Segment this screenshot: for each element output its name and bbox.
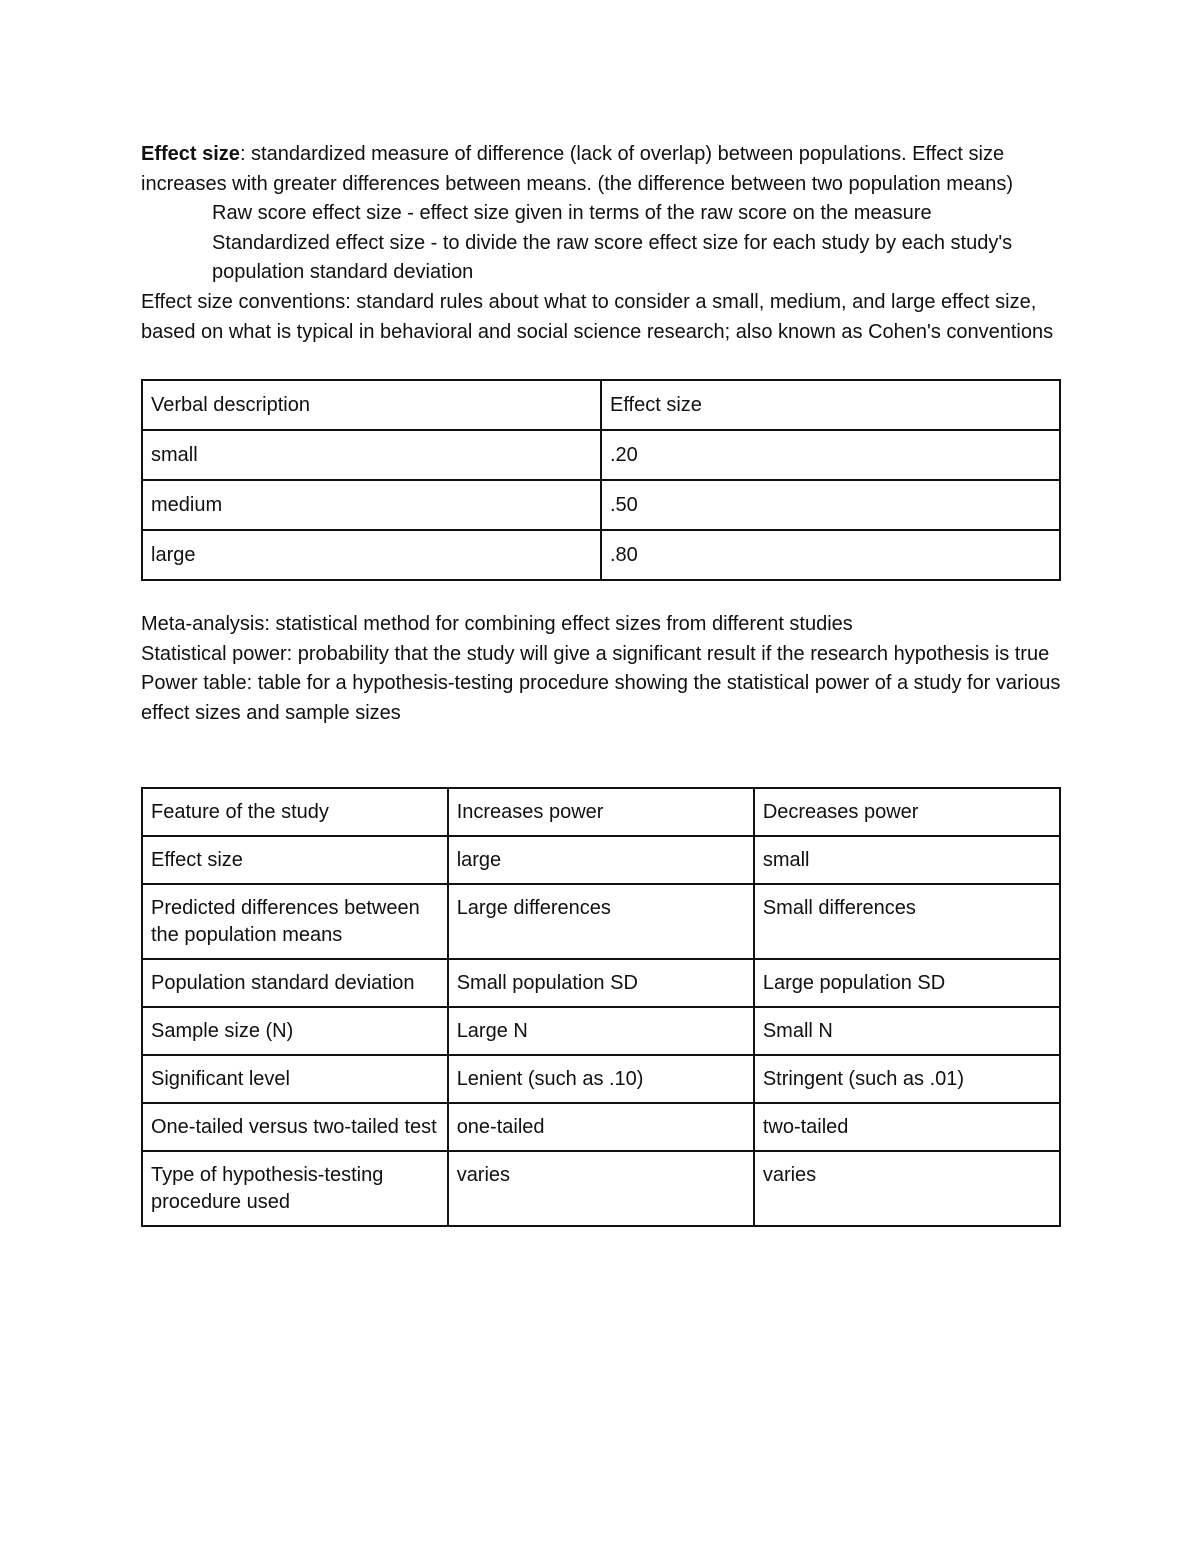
table-cell: Large population SD xyxy=(754,959,1060,1007)
table-header-cell: Increases power xyxy=(448,788,754,836)
table-cell: Lenient (such as .10) xyxy=(448,1055,754,1103)
table-cell: .80 xyxy=(601,530,1060,580)
effect-size-conventions-table xyxy=(141,379,1061,581)
effect-size-conventions-definition: Effect size conventions: standard rules about what to consider a small, medium, and large effect size, based on what is typical in behavioral and social science research; also known as Cohen's conventions xyxy=(141,290,1054,343)
table-cell: one-tailed xyxy=(448,1103,754,1151)
table-header-cell: Verbal description xyxy=(142,380,601,430)
table-cell: .20 xyxy=(601,430,1060,480)
power-factors-table xyxy=(141,787,1061,1227)
table-cell: Large differences xyxy=(448,884,754,959)
table-cell: Sample size (N) xyxy=(142,1007,448,1055)
table-cell: large xyxy=(142,530,601,580)
document-body xyxy=(141,140,1061,1227)
statistical-power-definition: Statistical power: probability that the study will give a significant result if the research hypothesis is true xyxy=(141,642,1050,665)
table-cell: Small population SD xyxy=(448,959,754,1007)
table-cell: Predicted differences between the population means xyxy=(142,884,448,959)
effect-size-definition xyxy=(141,140,1061,199)
table-cell: Significant level xyxy=(142,1055,448,1103)
table-header-cell: Feature of the study xyxy=(142,788,448,836)
table-cell: small xyxy=(754,836,1060,884)
table-cell: Stringent (such as .01) xyxy=(754,1055,1060,1103)
table-row xyxy=(142,530,1060,580)
table-row xyxy=(142,1055,1060,1103)
meta-analysis-definition: Meta-analysis: statistical method for combining effect sizes from different studies xyxy=(141,613,853,636)
table-cell: Small differences xyxy=(754,884,1060,959)
table-cell: Large N xyxy=(448,1007,754,1055)
table-header-cell: Decreases power xyxy=(754,788,1060,836)
table-cell: .50 xyxy=(601,480,1060,530)
table-cell: small xyxy=(142,430,601,480)
table-cell: two-tailed xyxy=(754,1103,1060,1151)
power-table-definition: Power table: table for a hypothesis-testing procedure showing the statistical power of a study for various effect sizes and sample sizes xyxy=(141,672,1061,724)
table-row xyxy=(142,480,1060,530)
table-row xyxy=(142,884,1060,959)
effect-size-definition-text: : standardized measure of difference (lack of overlap) between populations. Effect size increases with greater differences between means. (the difference between two population means) xyxy=(141,143,1013,195)
table-row xyxy=(142,430,1060,480)
table-header-cell: Effect size xyxy=(601,380,1060,430)
table-row xyxy=(142,836,1060,884)
table-header-row xyxy=(142,788,1060,836)
table-cell: large xyxy=(448,836,754,884)
table-cell: Type of hypothesis-testing procedure used xyxy=(142,1151,448,1226)
table-cell: Small N xyxy=(754,1007,1060,1055)
table-row xyxy=(142,1103,1060,1151)
table-row xyxy=(142,959,1060,1007)
table-cell: One-tailed versus two-tailed test xyxy=(142,1103,448,1151)
table-cell: medium xyxy=(142,480,601,530)
raw-score-effect-size-item: Raw score effect size - effect size given in terms of the raw score on the measure xyxy=(212,202,932,225)
table-cell: varies xyxy=(448,1151,754,1226)
table-cell: Effect size xyxy=(142,836,448,884)
table-row xyxy=(142,1007,1060,1055)
table-cell: Population standard deviation xyxy=(142,959,448,1007)
table-row xyxy=(142,1151,1060,1226)
table-header-row xyxy=(142,380,1060,430)
effect-size-term: Effect size xyxy=(141,143,240,165)
standardized-effect-size-item: Standardized effect size - to divide the raw score effect size for each study by each study's population standard deviation xyxy=(212,231,1013,284)
table-cell: varies xyxy=(754,1151,1060,1226)
